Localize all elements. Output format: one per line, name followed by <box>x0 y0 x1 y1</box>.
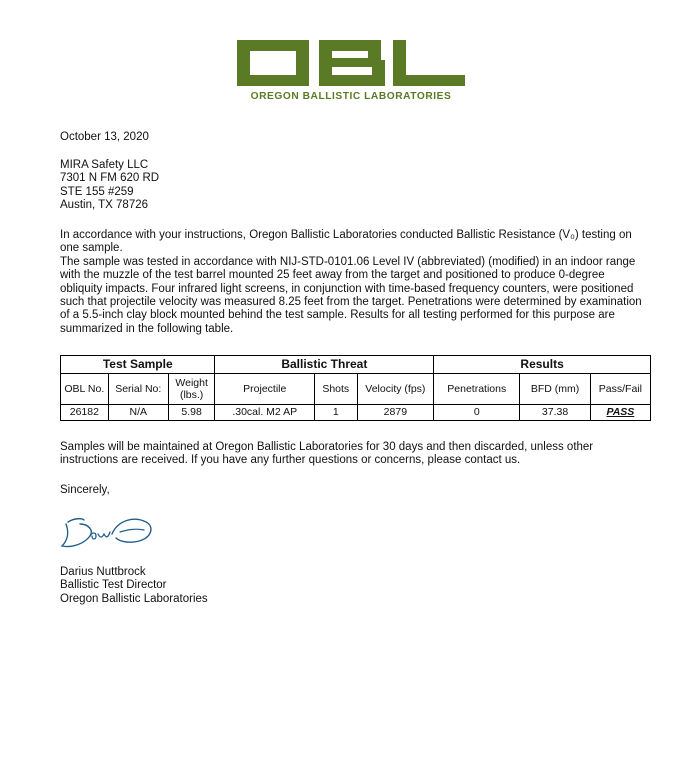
logo-subtitle: OREGON BALLISTIC LABORATORIES <box>250 91 452 102</box>
header-shots: Shots <box>315 374 358 405</box>
signer-title: Ballistic Test Director <box>60 579 167 592</box>
results-table <box>60 355 651 421</box>
table-row <box>61 405 651 421</box>
header-weight: Weight (lbs.) <box>168 374 215 405</box>
group-ballistic-threat: Ballistic Threat <box>215 356 434 374</box>
cell-bfd: 37.38 <box>520 405 591 421</box>
cell-projectile: .30cal. M2 AP <box>215 405 315 421</box>
header-bfd: BFD (mm) <box>520 374 591 405</box>
cell-velocity: 2879 <box>357 405 434 421</box>
obl-logo <box>233 36 469 106</box>
table-header-row <box>61 374 651 405</box>
header-serial-no: Serial No: <box>108 374 168 405</box>
cell-pass-fail <box>590 405 650 421</box>
cell-penetrations: 0 <box>434 405 520 421</box>
header-pass-fail: Pass/Fail <box>590 374 650 405</box>
header-velocity: Velocity (fps) <box>357 374 434 405</box>
signer-org: Oregon Ballistic Laboratories <box>60 592 208 605</box>
obl-logo-mark <box>233 36 469 88</box>
signer-block <box>60 566 650 606</box>
header-obl-no: OBL No. <box>61 374 109 405</box>
pass-result: PASS <box>606 405 635 418</box>
cell-weight: 5.98 <box>168 405 215 421</box>
signer-name: Darius Nuttbrock <box>60 566 146 578</box>
cell-obl-no: 26182 <box>61 405 109 421</box>
closing-paragraph: Samples will be maintained at Oregon Ballistic Laboratories for 30 days and then discarded, unless other instructions are received. If you have any further questions or concerns, please contact us. <box>60 441 594 467</box>
header-projectile: Projectile <box>215 374 315 405</box>
group-test-sample: Test Sample <box>61 356 215 374</box>
intro-paragraph-2: The sample was tested in accordance with NIJ-STD-0101.06 Level IV (abbreviated) (modified) in an indoor range with the muzzle of the test barrel mounted 25 feet away from the target and positioned to produce 0-degree obliquity impacts. Four infrared light screens, in conjunction with time-based frequency counters, were positioned such that projectile velocity was measured 8.25 feet from the target. Penetrations were determined by examination of a 5.5-inch clay block mounted behind the test sample. Results for all testing performed for this purpose are summarized in the following table. <box>60 255 642 335</box>
recipient-street: 7301 N FM 620 RD <box>60 172 160 185</box>
recipient-suite: STE 155 #259 <box>60 185 134 198</box>
cell-shots: 1 <box>315 405 358 421</box>
recipient-city: Austin, TX 78726 <box>60 199 149 212</box>
intro-text <box>60 229 650 336</box>
sign-off: Sincerely, <box>60 484 110 496</box>
recipient-address <box>60 159 650 213</box>
header-penetrations: Penetrations <box>434 374 520 405</box>
group-results: Results <box>434 356 651 374</box>
handwritten-signature <box>60 512 160 554</box>
table-group-row <box>61 356 651 374</box>
recipient-company: MIRA Safety LLC <box>60 159 149 171</box>
intro-paragraph-1: In accordance with your instructions, Oregon Ballistic Laboratories conducted Ballistic Resistance (V₀) testing on one sample. <box>60 229 632 255</box>
letter-date: October 13, 2020 <box>60 131 149 143</box>
cell-serial-no: N/A <box>108 405 168 421</box>
